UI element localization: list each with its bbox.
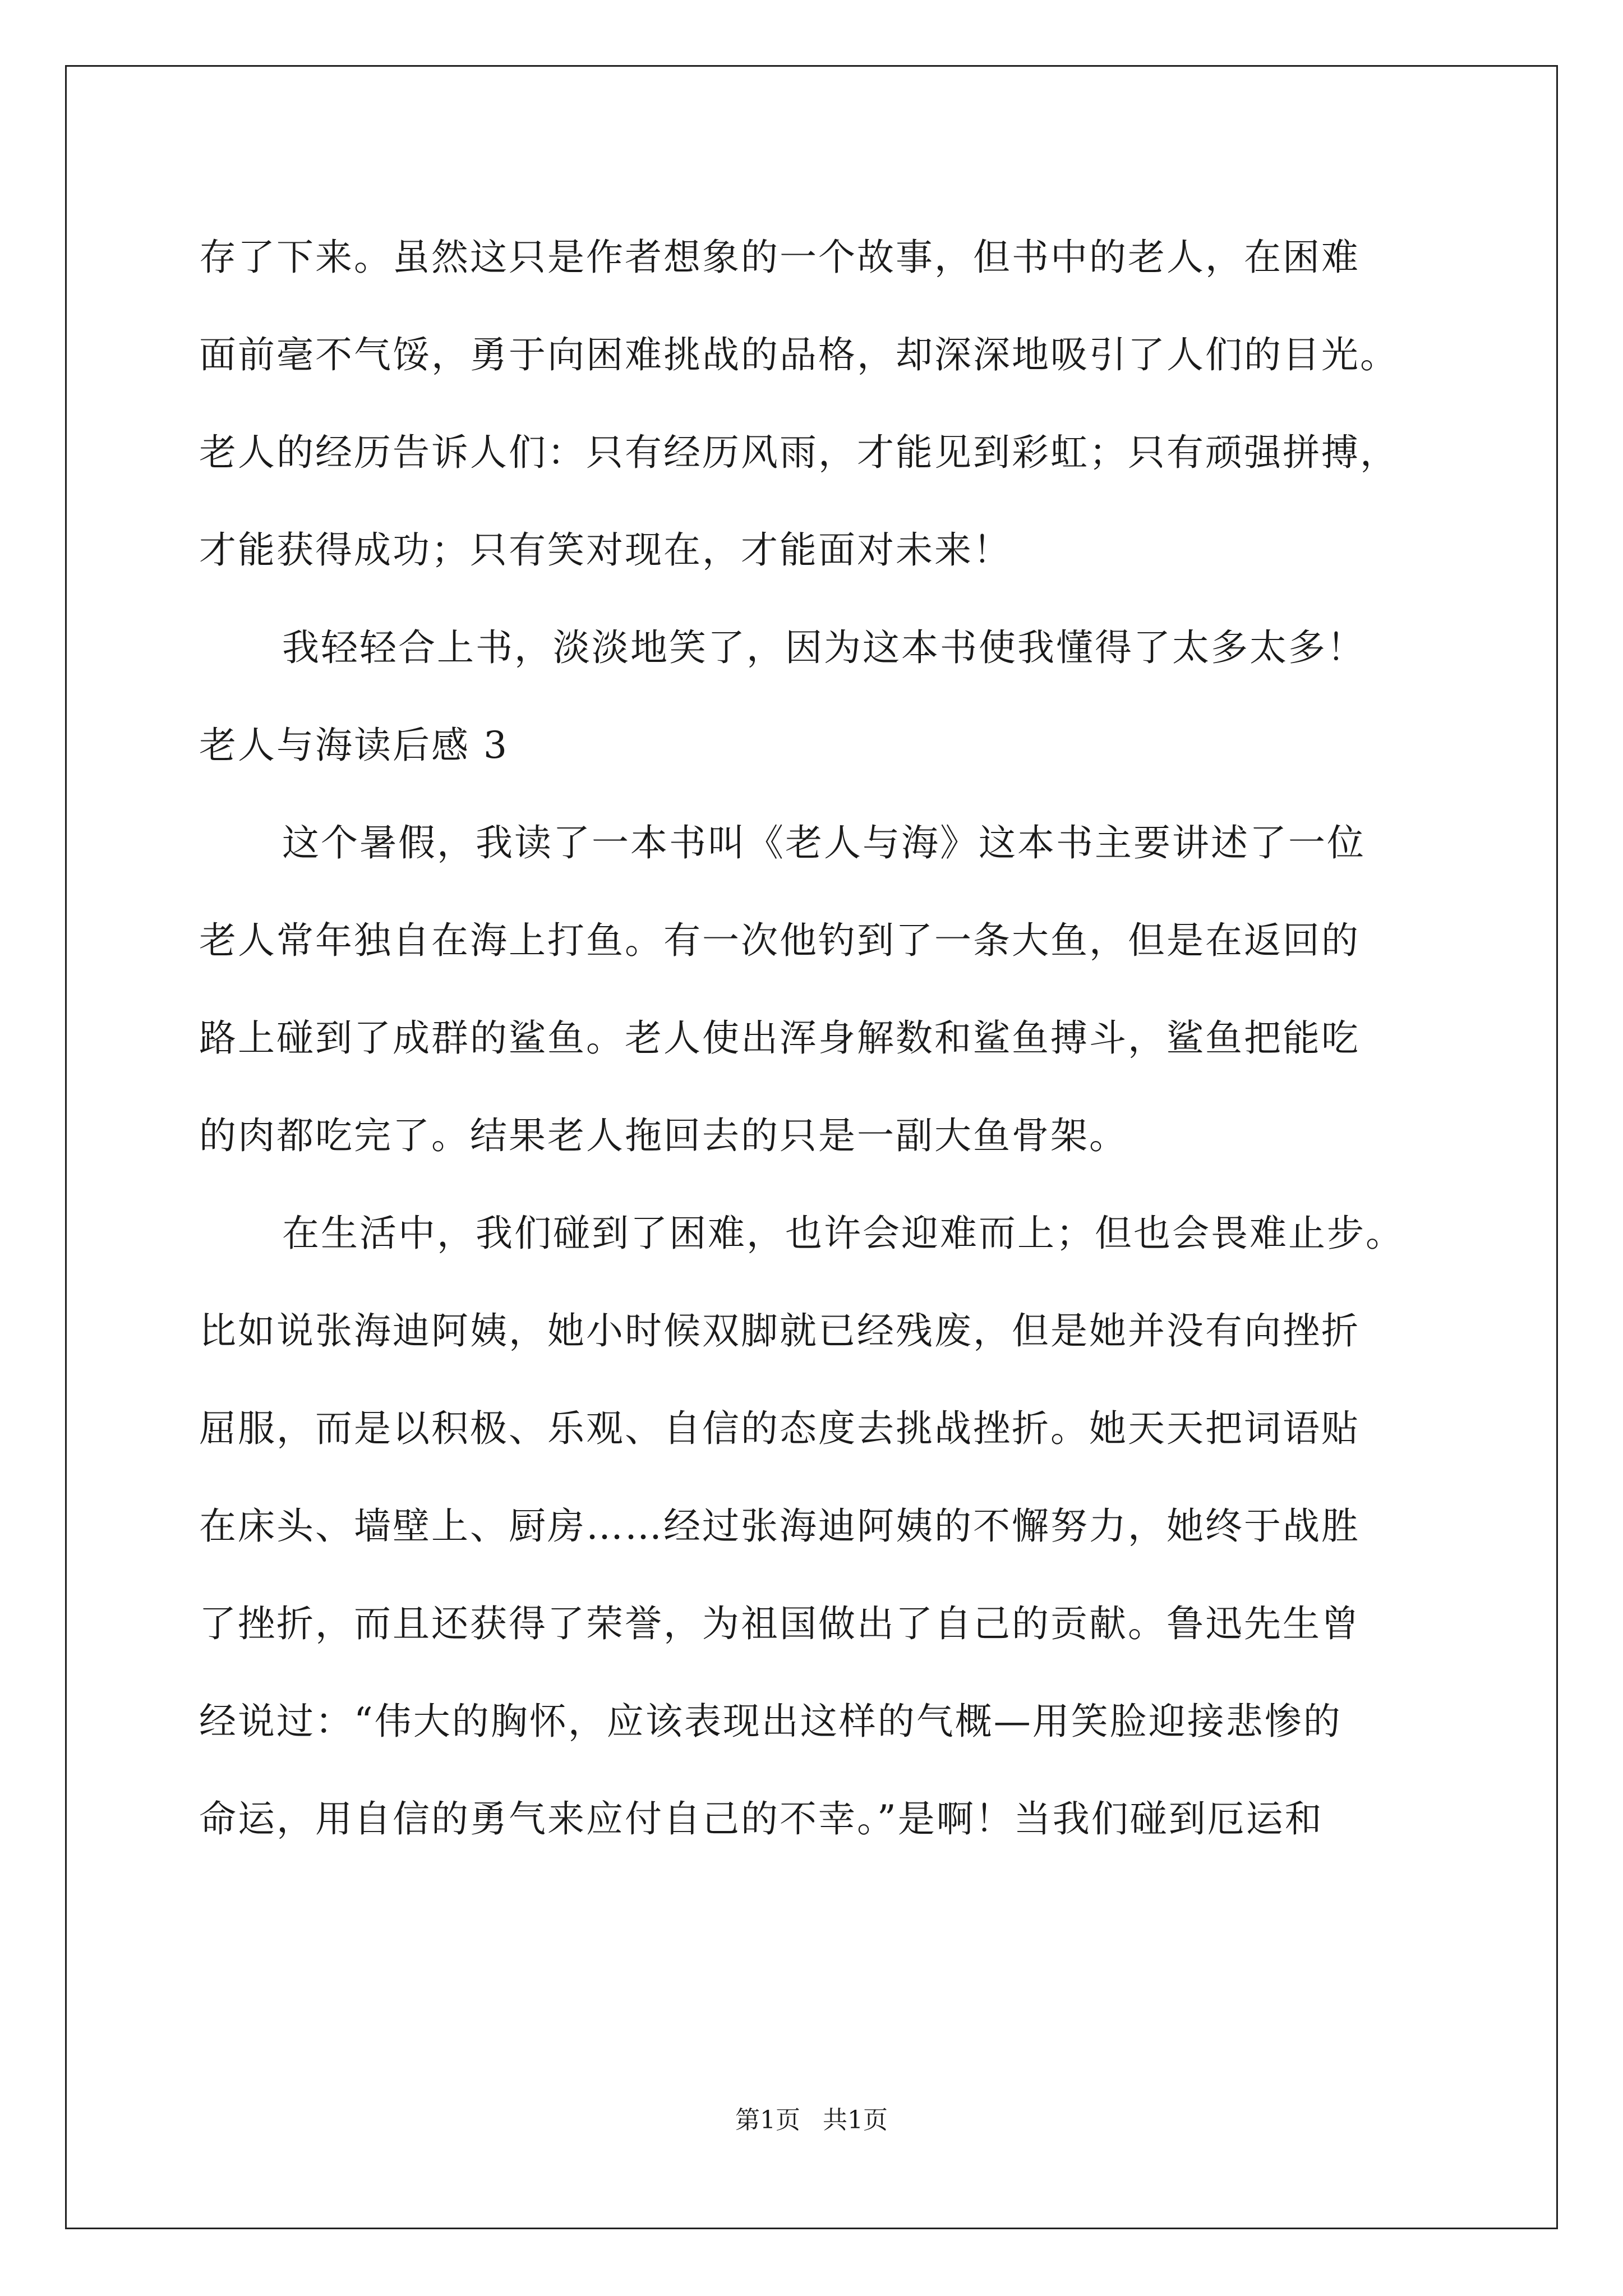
text-line: 经说过：“伟大的胸怀，应该表现出这样的气概—用笑脸迎接悲惨的 [199, 1700, 1342, 1743]
text-line: 在生活中，我们碰到了困难，也许会迎难而上；但也会畏难止步。 [282, 1212, 1404, 1255]
page-number: 第1页 [735, 2106, 800, 2134]
text-line: 存了下来。虽然这只是作者想象的一个故事，但书中的老人，在困难 [199, 236, 1360, 279]
page-footer [0, 2104, 1623, 2137]
text-line: 老人的经历告诉人们：只有经历风雨，才能见到彩虹；只有顽强拼搏， [199, 431, 1399, 474]
text-line: 屈服，而是以积极、乐观、自信的态度去挑战挫折。她天天把词语贴 [199, 1407, 1360, 1450]
text-line: 了挫折，而且还获得了荣誉，为祖国做出了自己的贡献。鲁迅先生曾 [199, 1602, 1360, 1645]
text-line: 这个暑假，我读了一本书叫《老人与海》这本书主要讲述了一位 [282, 821, 1366, 864]
text-line: 路上碰到了成群的鲨鱼。老人使出浑身解数和鲨鱼搏斗，鲨鱼把能吃 [199, 1016, 1360, 1060]
section-heading: 老人与海读后感 3 [199, 724, 509, 767]
text-line: 面前毫不气馁，勇于向困难挑战的品格，却深深地吸引了人们的目光。 [199, 333, 1399, 376]
text-line: 才能获得成功；只有笑对现在，才能面对未来！ [199, 528, 1012, 572]
text-line: 在床头、墙壁上、厨房……经过张海迪阿姨的不懈努力，她终于战胜 [199, 1504, 1360, 1548]
page-total: 共1页 [823, 2106, 888, 2134]
document-body [199, 209, 1450, 1868]
text-line: 的肉都吃完了。结果老人拖回去的只是一副大鱼骨架。 [199, 1114, 1128, 1157]
text-line: 老人常年独自在海上打鱼。有一次他钓到了一条大鱼，但是在返回的 [199, 919, 1360, 962]
text-line: 我轻轻合上书，淡淡地笑了，因为这本书使我懂得了太多太多！ [282, 626, 1366, 669]
text-line: 比如说张海迪阿姨，她小时候双脚就已经残废，但是她并没有向挫折 [199, 1309, 1360, 1352]
text-line: 命运，用自信的勇气来应付自己的不幸。”是啊！当我们碰到厄运和 [199, 1797, 1324, 1841]
